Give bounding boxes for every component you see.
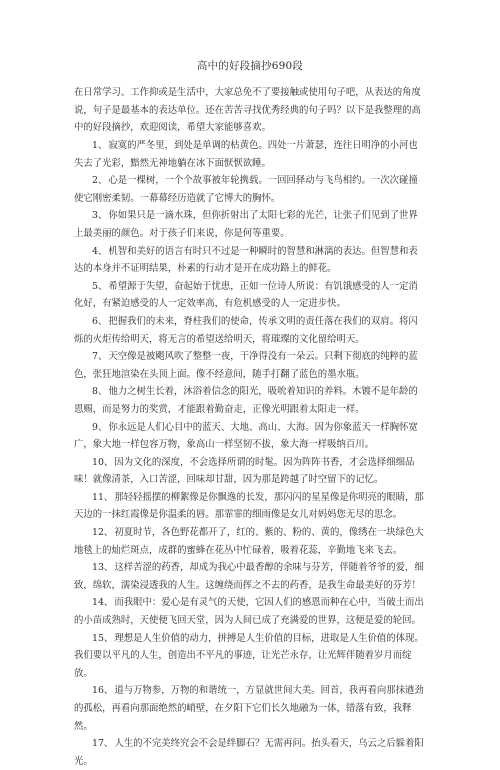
item-number: 14、	[92, 597, 114, 609]
item-text: 道与万物参，万物的和谐统一，方显就世间大美。回首，我再看向那抹遒劲的孤松，再看向那面绝然的峭壁，在夕阳下它们长久地融为一体，错落有致，我释然。	[74, 685, 424, 732]
list-item	[74, 172, 426, 207]
item-number: 13、	[92, 562, 114, 574]
list-item	[74, 383, 426, 418]
item-text: 初夏时节，各色野花都开了，红的、紫的、粉的、黄的，像绣在一块绿色大地毯上的灿烂斑点，成群的蜜蜂在花丛中忙碌着，吸着花蕊，辛勤地飞来飞去。	[74, 527, 424, 556]
item-number: 8、	[92, 386, 108, 398]
list-item	[74, 137, 426, 172]
item-number: 7、	[92, 351, 108, 363]
list-item	[74, 630, 426, 683]
intro-paragraph: 在日常学习、工作抑或是生活中，大家总免不了要接触或使用句子吧，从表达的角度说，句子是最基本的表达单位。还在苦苦寻找优秀经典的句子吗？以下是我整理的高中的好段摘抄，欢迎阅读，希望大家能够喜欢。	[74, 87, 421, 134]
item-text: 因为文化的深度，不会选择所谓的时髦。因为阵阵书香，才会选择细细品味！就像清茶，入口苦涩，回味却甘甜，因为那是跨越了时空留下的记忆。	[74, 456, 415, 486]
item-number: 6、	[92, 315, 108, 327]
item-number: 10、	[92, 456, 114, 468]
item-text: 把握我们的未来，脊柱我们的使命，传承文明的责任落在我们的双肩。将闪烁的火炬传给明天，将无言的希望送给明天，将璀璨的文化留给明天。	[74, 315, 418, 345]
item-text: 人生的不完美终究会不会是绊脚石？无需再问。抬头看天，乌云之后躲着阳光。	[74, 738, 424, 767]
item-text: 那轻轻摇摆的柳絮像是你飘逸的长发，那闪闪的星星像是你明亮的眼睛，那天边的一抹红霞像是你温柔的唇。那霏霏的细雨像是女儿对妈妈您无尽的思念。	[74, 491, 424, 521]
list-item	[74, 313, 426, 348]
list-item	[74, 348, 426, 383]
item-number: 12、	[92, 527, 114, 539]
list-item	[74, 559, 426, 594]
item-text: 希望源于失望，奋起始于忧患，正如一位诗人所说：有饥饿感受的人一定消化好，有紧迫感受的人一定效率高，有危机感受的人一定进步快。	[74, 280, 418, 310]
item-number: 15、	[92, 632, 114, 644]
list-item	[74, 524, 426, 559]
list-item	[74, 594, 426, 629]
list-item	[74, 454, 426, 489]
document-title: 高中的好段摘抄690段	[196, 60, 304, 72]
item-text: 你永远是人们心目中的蓝天、大地、高山、大海。因为你象蓝天一样胸怀宽广，象大地一样包容万物，象高山一样坚韧不拔，象大海一样吸纳百川。	[74, 421, 418, 451]
list-item	[74, 735, 426, 770]
item-number: 9、	[92, 421, 108, 433]
item-text: 天空像是被飓风吹了整整一夜，干净得没有一朵云。只剩下彻底的纯粹的蓝色，张狂地渲染在头顶上面。像不经意间，随手打翻了蓝色的墨水瓶。	[74, 351, 418, 380]
list-item	[74, 243, 426, 278]
item-text: 而我眼中：爱心是有灵气的天使，它因人们的感恩而种在心中，当破土而出的小苗成熟时，天使便飞回天堂，因为人间已成了充满爱的世界，这便是爱的轮回。	[74, 597, 424, 627]
list-item	[74, 278, 426, 313]
list-item	[74, 207, 426, 242]
item-number: 5、	[92, 280, 108, 292]
item-number: 3、	[92, 210, 108, 222]
item-number: 2、	[92, 175, 108, 187]
item-text: 理想是人生价值的动力，拼搏是人生价值的目标，进取是人生价值的体现。我们要以平凡的人生，创造出不平凡的事迹，让光芒永存，让光辉伴随着岁月而绽放。	[74, 632, 424, 679]
item-number: 16、	[92, 685, 114, 697]
item-number: 11、	[92, 491, 114, 503]
item-text: 你如果只是一滴水珠，但你折射出了太阳七彩的光芒，让张子们见到了世界上最美丽的颜色。对于孩子们来说，你是何等重要。	[74, 210, 418, 239]
list-item	[74, 682, 426, 735]
excerpt-list	[74, 137, 426, 770]
list-item	[74, 489, 426, 524]
item-text: 这样苦涩的药香，却成为我心中最香醇的余味与芬芳，伴随着爷爷的爱，细致，绵软，濡染浸透我的人生。这缠绕而挥之不去的药香，是我生命最美好的芬芳！	[74, 562, 424, 591]
item-number: 1、	[92, 140, 108, 151]
list-item	[74, 419, 426, 454]
item-number: 4、	[92, 245, 108, 257]
item-text: 心是一棵树，一个个故事被年轮携载。一回回驿动与飞鸟相约。一次次碰撞使它刚密柔韧。一幕幕经历造就了它博大的胸怀。	[74, 175, 418, 204]
item-text: 机智和美好的语言有时只不过是一种瞬时的智慧和淋漓的表达。但智慧和表达的本身并不证明结果，朴素的行动才是开在成功路上的鲜花。	[74, 245, 418, 275]
item-number: 17、	[92, 738, 114, 750]
item-text: 寂寞的严冬里，到处是单调的枯黄色。四处一片萧瑟，连往日明净的小河也失去了光彩，黯然无神地躺在冰下面恹恹欲睡。	[74, 140, 418, 169]
item-text: 他力之树生长着，沐浴着信念的阳光，吸吮着知识的养料。木镀不是年龄的恩赐，而是努力的奖赏，才能跟着勤奋走，正像光明跟着太阳走一样。	[74, 386, 418, 415]
